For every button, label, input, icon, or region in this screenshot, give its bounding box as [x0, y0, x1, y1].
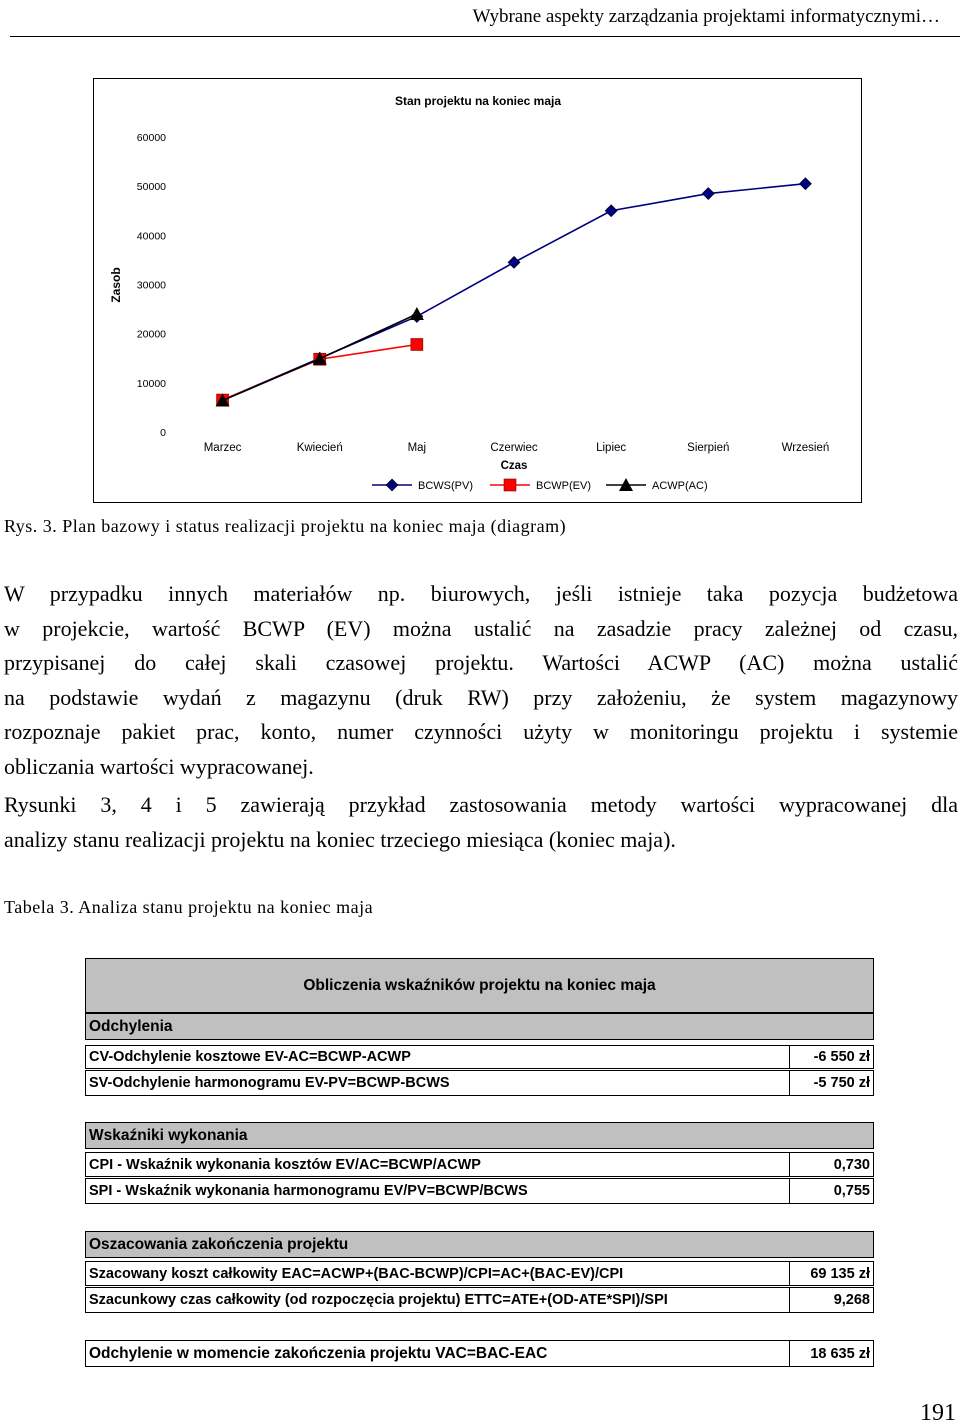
legend-label: ACWP(AC)	[652, 480, 708, 492]
y-tick-label: 20000	[136, 328, 166, 341]
data-point-0	[702, 188, 714, 200]
x-axis-label: Czas	[500, 460, 528, 472]
row-cpi-value: 0,730	[789, 1152, 874, 1177]
section-header-estimates: Oszacowania zakończenia projektu	[85, 1231, 874, 1258]
running-head: Wybrane aspekty zarządzania projektami informatycznymi…	[472, 6, 940, 27]
chart-title: Stan projektu na koniec maja	[394, 94, 562, 108]
x-tick-label: Sierpień	[687, 442, 730, 454]
table-caption: Tabela 3. Analiza stanu projektu na koniec maja	[4, 897, 374, 917]
y-tick-label: 60000	[136, 132, 166, 144]
x-tick-label: Lipiec	[596, 442, 627, 454]
paragraph-1-line: na podstawie wydań z magazynu (druk RW) przy założeniu, że system magazynowy	[4, 684, 958, 710]
section-header-performance: Wskaźniki wykonania	[85, 1122, 874, 1149]
series-line-0	[223, 184, 806, 400]
row-ettc-value: 9,268	[789, 1287, 874, 1313]
page-number: 191	[920, 1400, 956, 1426]
row-spi-label: SPI - Wskaźnik wykonania harmonogramu EV/PV=BCWP/BCWS	[85, 1178, 790, 1204]
table-title: Obliczenia wskaźników projektu na koniec maja	[85, 958, 874, 1013]
paragraph-1-line: w projekcie, wartość BCWP (EV) można ustalić na zasadzie pracy zależnej od czasu,	[4, 615, 958, 641]
legend-label: BCWP(EV)	[536, 480, 591, 492]
row-eac-value: 69 135 zł	[789, 1261, 874, 1286]
data-point-0	[508, 256, 520, 268]
x-tick-label: Marzec	[203, 442, 242, 454]
y-tick-label: 50000	[136, 181, 166, 194]
paragraph-1-line: obliczania wartości wypracowanej.	[4, 753, 314, 779]
x-tick-label: Maj	[407, 442, 427, 454]
row-sv-value: -5 750 zł	[789, 1070, 874, 1096]
paragraph-1-line: przypisanej do całej skali czasowej projektu. Wartości ACWP (AC) można ustalić	[4, 650, 958, 675]
paragraph-2-line: analizy stanu realizacji projektu na koniec trzeciego miesiąca (koniec maja).	[4, 826, 676, 852]
row-ettc-label: Szacunkowy czas całkowity (od rozpoczęcia projektu) ETTC=ATE+(OD-ATE*SPI)/SPI	[85, 1287, 790, 1313]
paragraph-1-line: W przypadku innych materiałów np. biurowych, jeśli istnieje taka pozycja budżetowa	[4, 581, 958, 606]
header-rule	[10, 36, 960, 37]
y-tick-label: 30000	[136, 279, 166, 292]
row-spi-value: 0,755	[789, 1178, 874, 1204]
x-tick-label: Wrzesień	[781, 442, 830, 454]
line-chart	[94, 79, 863, 504]
figure-caption: Rys. 3. Plan bazowy i status realizacji projektu na koniec maja (diagram)	[4, 516, 567, 536]
x-tick-label: Czerwiec	[490, 442, 538, 454]
section-header-deviations: Odchylenia	[85, 1013, 874, 1040]
legend-marker	[386, 479, 398, 491]
x-tick-label: Kwiecień	[296, 442, 343, 454]
row-cv-label: CV-Odchylenie kosztowe EV-AC=BCWP-ACWP	[85, 1045, 790, 1069]
row-vac-value: 18 635 zł	[789, 1340, 874, 1367]
row-eac-label: Szacowany koszt całkowity EAC=ACWP+(BAC-BCWP)/CPI=AC+(BAC-EV)/CPI	[85, 1261, 790, 1286]
row-cpi-label: CPI - Wskaźnik wykonania kosztów EV/AC=BCWP/ACWP	[85, 1152, 790, 1177]
legend-label: BCWS(PV)	[418, 480, 473, 492]
y-tick-label: 0	[160, 427, 166, 439]
row-vac-label: Odchylenie w momencie zakończenia projektu VAC=BAC-EAC	[85, 1340, 790, 1367]
data-point-1	[411, 338, 423, 350]
y-tick-label: 10000	[136, 377, 166, 390]
data-point-0	[799, 178, 811, 190]
y-axis-label: Zasob	[109, 267, 123, 303]
y-tick-label: 40000	[136, 230, 166, 243]
data-point-0	[605, 205, 617, 217]
chart-frame	[93, 78, 862, 503]
paragraph-1	[4, 577, 958, 784]
paragraph-2	[4, 788, 958, 857]
row-cv-value: -6 550 zł	[789, 1045, 874, 1069]
paragraph-2-line: Rysunki 3, 4 i 5 zawierają przykład zastosowania metody wartości wypracowanej dla	[4, 792, 958, 817]
row-sv-label: SV-Odchylenie harmonogramu EV-PV=BCWP-BCWS	[85, 1070, 790, 1096]
legend-marker	[504, 479, 516, 491]
paragraph-1-line: rozpoznaje pakiet prac, konto, numer czynności użyty w monitoringu projektu i systemie	[4, 719, 958, 744]
